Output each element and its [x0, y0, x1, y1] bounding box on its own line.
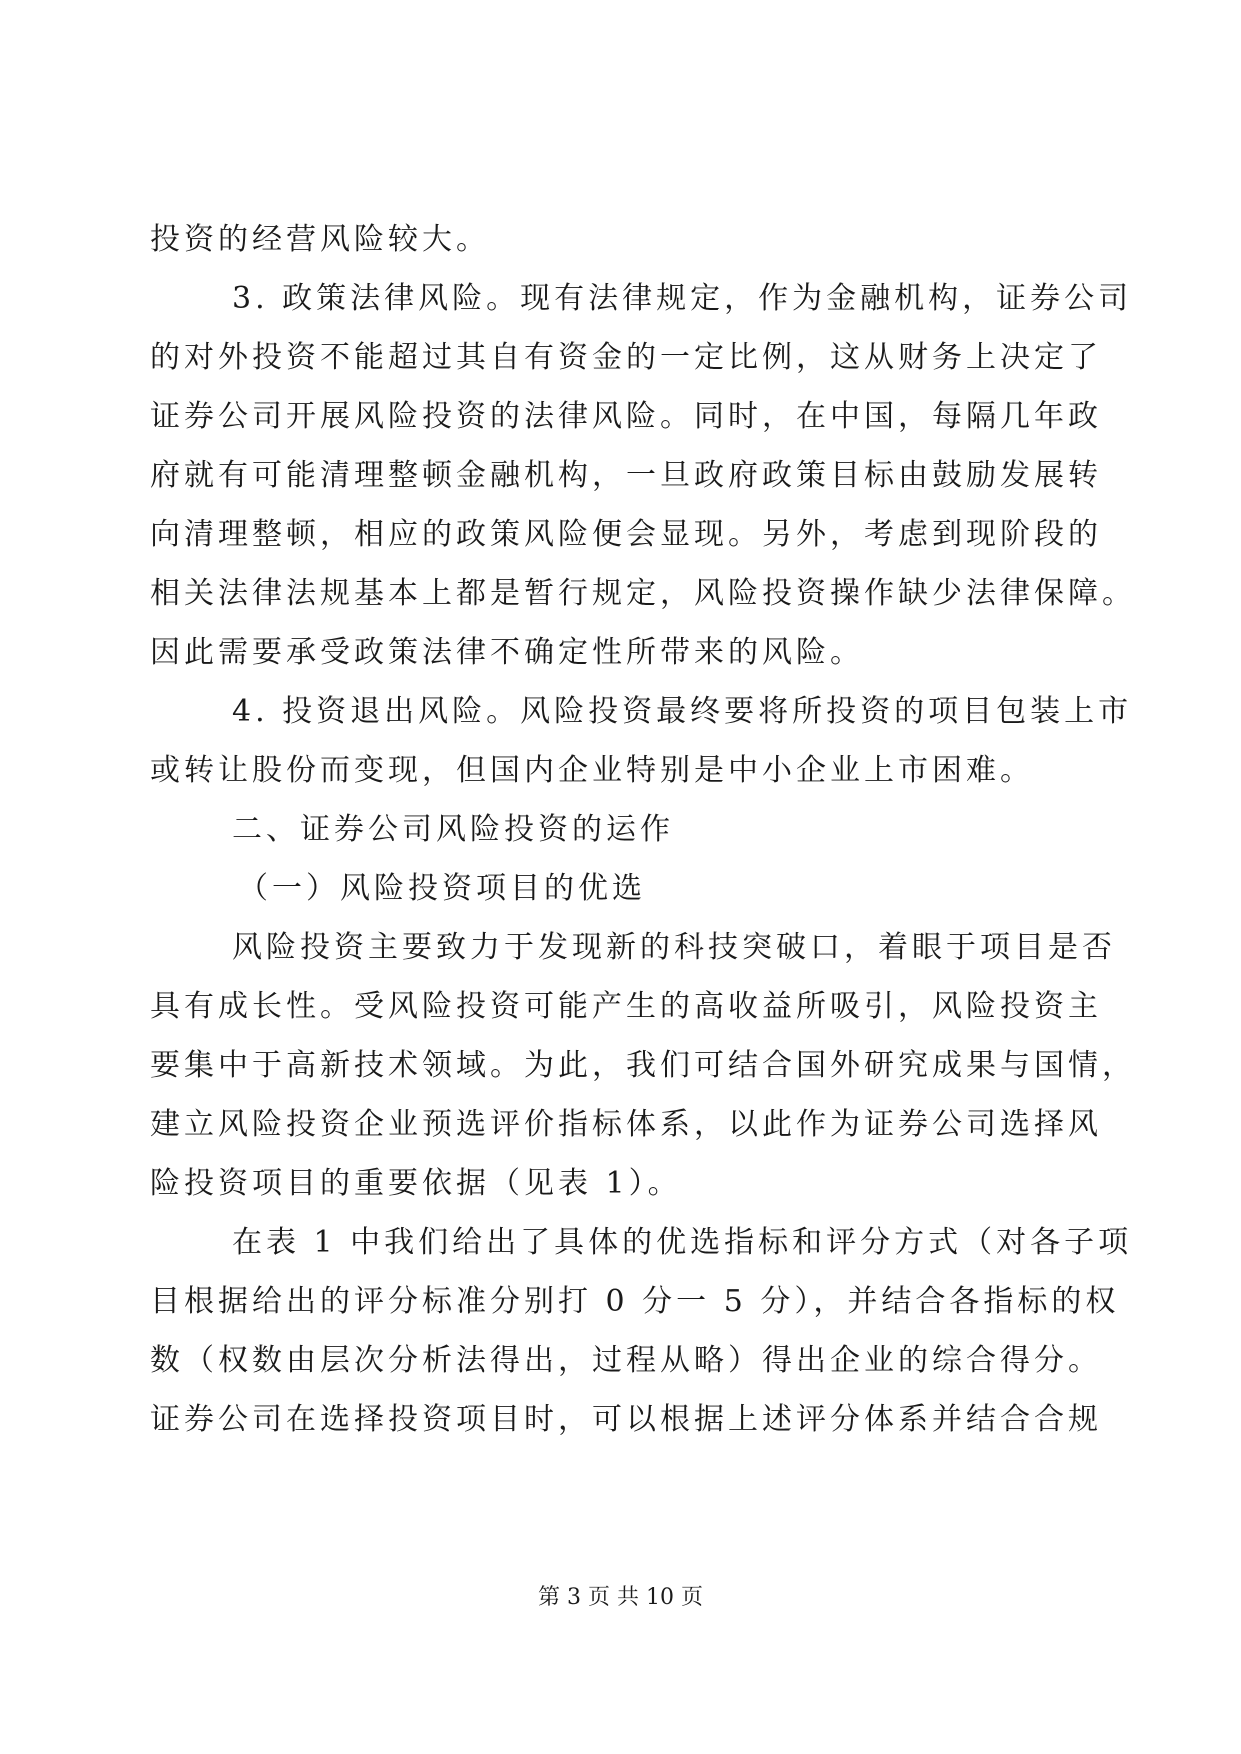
- text-line: 向清理整顿，相应的政策风险便会显现。另外，考虑到现阶段的: [150, 517, 1102, 552]
- paragraph-policy-legal-risk: 3. 政策法律风险。现有法律规定，作为金融机构，证券公司: [232, 281, 1133, 316]
- subsection-heading: （一）风险投资项目的优选: [238, 871, 646, 906]
- text-line: 目根据给出的评分标准分别打 0 分一 5 分），并结合各指标的权: [150, 1284, 1120, 1319]
- text-line: 数（权数由层次分析法得出，过程从略）得出企业的综合得分。: [150, 1343, 1102, 1378]
- text-line: 因此需要承受政策法律不确定性所带来的风险。: [150, 635, 864, 670]
- body-text: [150, 210, 1136, 1449]
- section-heading: 二、证券公司风险投资的运作: [232, 812, 674, 847]
- text-line: 相关法律法规基本上都是暂行规定，风险投资操作缺少法律保障。: [150, 576, 1136, 611]
- text-line: 或转让股份而变现，但国内企业特别是中小企业上市困难。: [150, 753, 1034, 788]
- paragraph-project-selection: 风险投资主要致力于发现新的科技突破口，着眼于项目是否: [232, 930, 1116, 965]
- text-line: 投资的经营风险较大。: [150, 222, 490, 257]
- text-line: 具有成长性。受风险投资可能产生的高收益所吸引，风险投资主: [150, 989, 1102, 1024]
- text-line: 证券公司在选择投资项目时，可以根据上述评分体系并结合合规: [150, 1402, 1102, 1437]
- paragraph-table-explanation: 在表 1 中我们给出了具体的优选指标和评分方式（对各子项: [232, 1225, 1133, 1260]
- page-number-footer: 第 3 页 共 10 页: [538, 1585, 703, 1610]
- text-line: 证券公司开展风险投资的法律风险。同时，在中国，每隔几年政: [150, 399, 1102, 434]
- paragraph-exit-risk: 4. 投资退出风险。风险投资最终要将所投资的项目包装上市: [232, 694, 1133, 729]
- text-line: 府就有可能清理整顿金融机构，一旦政府政策目标由鼓励发展转: [150, 458, 1102, 493]
- text-line: 险投资项目的重要依据（见表 1）。: [150, 1166, 682, 1201]
- text-line: 的对外投资不能超过其自有资金的一定比例，这从财务上决定了: [150, 340, 1102, 375]
- text-line: 建立风险投资企业预选评价指标体系，以此作为证券公司选择风: [150, 1107, 1102, 1142]
- text-line: 要集中于高新技术领域。为此，我们可结合国外研究成果与国情，: [150, 1048, 1136, 1083]
